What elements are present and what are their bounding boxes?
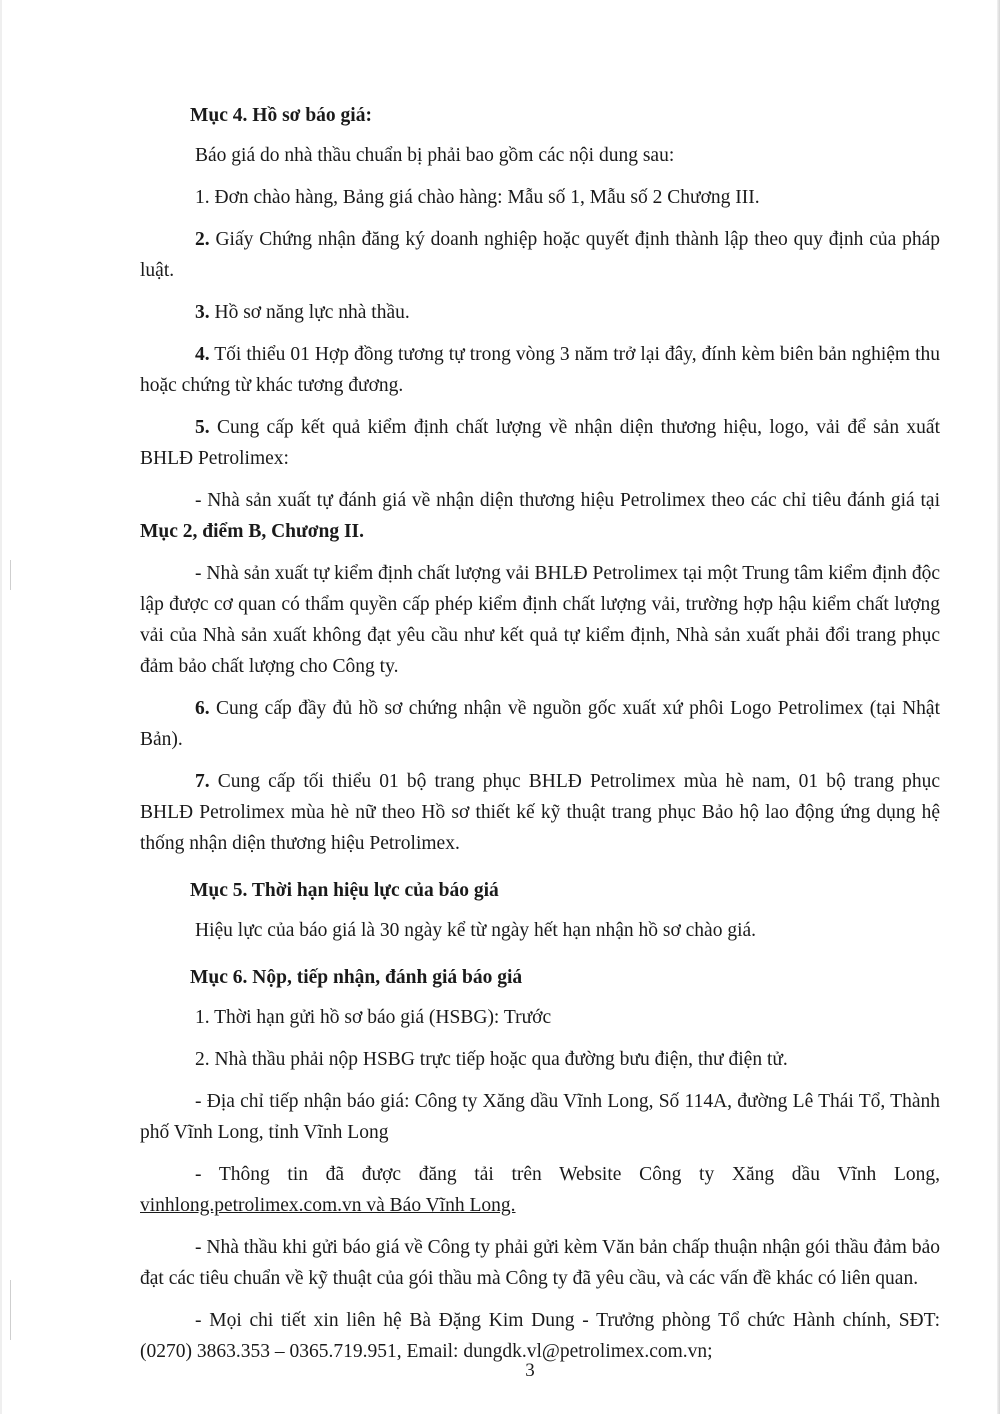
item-text: Giấy Chứng nhận đăng ký doanh nghiệp hoặc quyết định thành lập theo quy định của pháp luật. — [140, 229, 940, 281]
item-text: Cung cấp kết quả kiểm định chất lượng về nhận diện thương hiệu, logo, vải để sản xuất BHLĐ Petrolimex: — [140, 417, 940, 469]
item-number: 1. — [195, 187, 210, 208]
item-number: 6. — [195, 698, 210, 719]
document-body — [140, 100, 940, 1367]
item-text: Đơn chào hàng, Bảng giá chào hàng: Mẫu số 1, Mẫu số 2 Chương III. — [209, 187, 760, 208]
scan-artifact — [10, 1280, 11, 1340]
item-number: 2. — [195, 229, 210, 250]
muc6-approval: - Nhà thầu khi gửi báo giá về Công ty phải gửi kèm Văn bản chấp thuận nhận gói thầu đảm bảo đạt các tiêu chuẩn về kỹ thuật của gói thầu mà Công ty đã yêu cầu, và các vấn đề khác có liên quan. — [140, 1237, 940, 1289]
website-link[interactable]: vinhlong.petrolimex.com.vn và Báo Vĩnh Long. — [140, 1195, 516, 1216]
scan-edge-left — [0, 0, 2, 1414]
muc4-item-4 — [140, 339, 940, 401]
muc4-item-3 — [140, 297, 940, 328]
scan-artifact — [10, 560, 11, 590]
muc4-item-5 — [140, 412, 940, 474]
muc6-contact: - Mọi chi tiết xin liên hệ Bà Đặng Kim Dung - Trưởng phòng Tổ chức Hành chính, SĐT: (0270) 3863.353 – 0365.719.951, Email: dungdk.vl@petrolimex.com.vn; — [140, 1310, 940, 1362]
muc4-item-7 — [140, 766, 940, 859]
muc6-address: - Địa chỉ tiếp nhận báo giá: Công ty Xăng dầu Vĩnh Long, Số 114A, đường Lê Thái Tổ, Thành phố Vĩnh Long, tỉnh Vĩnh Long — [140, 1091, 940, 1143]
website-text: - Thông tin đã được đăng tải trên Website Công ty Xăng dầu Vĩnh Long, — [195, 1164, 940, 1185]
muc4-item-6 — [140, 693, 940, 755]
item-number: 3. — [195, 302, 210, 323]
muc5-text: Hiệu lực của báo giá là 30 ngày kể từ ngày hết hạn nhận hồ sơ chào giá. — [195, 920, 757, 941]
muc4-item-1 — [140, 182, 940, 213]
item-text: Cung cấp tối thiểu 01 bộ trang phục BHLĐ Petrolimex mùa hè nam, 01 bộ trang phục BHLĐ Petrolimex mùa hè nữ theo Hồ sơ thiết kế kỹ thuật trang phục Bảo hộ lao động ứng dụng hệ thống nhận diện thương hiệu Petrolimex. — [140, 771, 940, 854]
section-heading-muc6: Mục 6. Nộp, tiếp nhận, đánh giá báo giá — [190, 967, 523, 988]
section-heading-muc5: Mục 5. Thời hạn hiệu lực của báo giá — [190, 880, 499, 901]
muc6-website — [140, 1159, 940, 1221]
sub-text: - Nhà sản xuất tự đánh giá về nhận diện thương hiệu Petrolimex theo các chỉ tiêu đánh giá tại — [195, 490, 940, 511]
muc4-item-2 — [140, 224, 940, 286]
muc4-intro: Báo giá do nhà thầu chuẩn bị phải bao gồm các nội dung sau: — [195, 145, 675, 166]
section-heading-muc4: Mục 4. Hồ sơ báo giá: — [190, 105, 372, 126]
item-number: 7. — [195, 771, 210, 792]
sub-text-bold: Mục 2, điểm B, Chương II. — [140, 521, 365, 542]
item-text: Tối thiểu 01 Hợp đồng tương tự trong vòng 3 năm trở lại đây, đính kèm biên bản nghiệm thu hoặc chứng từ khác tương đương. — [140, 344, 940, 396]
page-number: 3 — [525, 1360, 535, 1381]
item-number: 4. — [195, 344, 210, 365]
muc6-line-1: 1. Thời hạn gửi hồ sơ báo giá (HSBG): Trước — [195, 1007, 552, 1028]
muc4-item-5-sub-2: - Nhà sản xuất tự kiểm định chất lượng vải BHLĐ Petrolimex tại một Trung tâm kiểm định độc lập được cơ quan có thẩm quyền cấp phép kiểm định chất lượng vải, trường hợp hậu kiểm chất lượng vải của Nhà sản xuất không đạt yêu cầu như kết quả tự kiểm định, Nhà sản xuất phải đổi trang phục đảm bảo chất lượng cho Công ty. — [140, 563, 940, 677]
muc6-line-2: 2. Nhà thầu phải nộp HSBG trực tiếp hoặc qua đường bưu điện, thư điện tử. — [195, 1049, 788, 1070]
item-text: Hồ sơ năng lực nhà thầu. — [209, 302, 410, 323]
item-text: Cung cấp đầy đủ hồ sơ chứng nhận về nguồn gốc xuất xứ phôi Logo Petrolimex (tại Nhật Bản). — [140, 698, 940, 750]
muc4-item-5-sub-1 — [140, 485, 940, 547]
item-number: 5. — [195, 417, 210, 438]
